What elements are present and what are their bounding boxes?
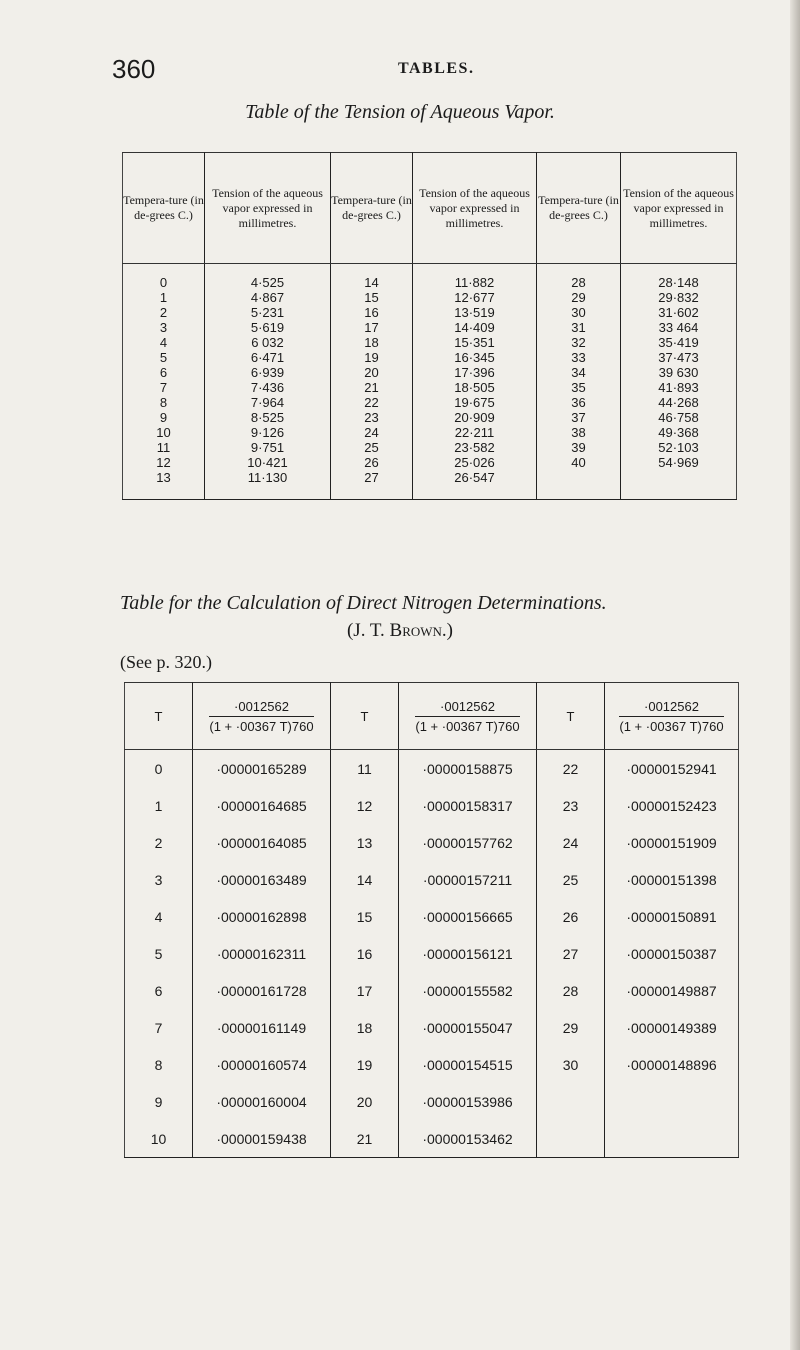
- table-cell: 31·602: [658, 305, 699, 320]
- table2-header-2: T: [331, 683, 399, 750]
- table-cell: ·00000156121: [399, 935, 537, 972]
- table-row: [125, 898, 739, 935]
- table-cell: 24: [331, 425, 413, 440]
- table-cell: ·00000152941: [626, 760, 717, 777]
- table-cell: 24: [537, 824, 605, 861]
- fraction-denominator: (1 + ·00367 T)760: [209, 718, 314, 734]
- table2-header-3: [399, 683, 537, 750]
- table-cell: 5·231: [205, 305, 331, 320]
- page-number: 360: [112, 54, 156, 84]
- table-cell: 7·964: [205, 395, 331, 410]
- table-cell: ·00000162311: [193, 935, 331, 972]
- table-cell: 36: [537, 395, 621, 410]
- table-cell: 13: [123, 470, 205, 500]
- table-cell: ·00000157762: [399, 824, 537, 861]
- table-cell: 30: [537, 305, 621, 320]
- table2-header-0: T: [125, 683, 193, 750]
- table-cell: 7·436: [205, 380, 331, 395]
- table-cell: 5: [125, 935, 193, 972]
- table-cell: 14: [331, 264, 413, 291]
- table-cell: 8: [123, 395, 205, 410]
- table-cell: 28: [537, 264, 621, 291]
- table-row: [123, 305, 737, 320]
- table1-header-5: Tension of the aqueous vapor expressed in millimetres.: [621, 153, 737, 264]
- table-cell: 11: [331, 750, 399, 788]
- table-cell: 6·939: [205, 365, 331, 380]
- table-cell: 1: [125, 787, 193, 824]
- table-cell: 44·268: [658, 395, 699, 410]
- fraction-numerator: ·0012562: [415, 699, 519, 717]
- table-cell: 25: [331, 440, 413, 455]
- table-cell: 0: [125, 750, 193, 788]
- table-cell: 39: [537, 440, 621, 455]
- table1-header-1: Tension of the aqueous vapor expressed in millimetres.: [205, 153, 331, 264]
- fraction-denominator: (1 + ·00367 T)760: [619, 718, 724, 734]
- table-row: [123, 365, 737, 380]
- table-cell: 16·345: [413, 350, 537, 365]
- table-cell: 11·882: [413, 264, 537, 291]
- table-cell: [537, 1083, 605, 1120]
- table-cell: 34: [537, 365, 621, 380]
- table-cell: 1: [123, 290, 205, 305]
- table-cell: 26: [331, 455, 413, 470]
- table-row: [123, 455, 737, 470]
- table-cell: ·00000158317: [399, 787, 537, 824]
- table-cell: 17: [331, 972, 399, 1009]
- table1-header-4: Tempera-ture (in de-grees C.): [537, 153, 621, 264]
- table-cell: 25: [537, 861, 605, 898]
- table-cell: 23: [537, 787, 605, 824]
- table-cell: 11·130: [205, 470, 331, 500]
- table-cell: [537, 1120, 605, 1158]
- table-cell: 28: [537, 972, 605, 1009]
- table-row: [123, 350, 737, 365]
- table-cell: 12: [331, 787, 399, 824]
- table1-header-2: Tempera-ture (in de-grees C.): [331, 153, 413, 264]
- table-cell: 33: [537, 350, 621, 365]
- table-cell: 23·582: [413, 440, 537, 455]
- running-head: TABLES.: [398, 60, 475, 77]
- table-cell: ·00000161149: [193, 1009, 331, 1046]
- table-cell: 22: [331, 395, 413, 410]
- table-cell: 19: [331, 350, 413, 365]
- table-row: [123, 410, 737, 425]
- table-cell: 22: [537, 750, 605, 788]
- table-cell: 54·969: [658, 455, 699, 470]
- table-cell: 14·409: [413, 320, 537, 335]
- table-cell: 6·471: [205, 350, 331, 365]
- table-cell: 22·211: [413, 425, 537, 440]
- table-cell: 18·505: [413, 380, 537, 395]
- table-cell: ·00000160004: [193, 1083, 331, 1120]
- table-row: [125, 972, 739, 1009]
- table-row: [125, 935, 739, 972]
- table-cell: ·00000159438: [193, 1120, 331, 1158]
- fraction-formula: [209, 699, 313, 734]
- fraction-numerator: ·0012562: [209, 699, 313, 717]
- book-spine-edge: [790, 0, 800, 1350]
- table-cell: 5: [123, 350, 205, 365]
- table-cell: ·00000164085: [193, 824, 331, 861]
- table-cell: 46·758: [658, 410, 699, 425]
- table-cell: 9·751: [205, 440, 331, 455]
- table-cell: 8: [125, 1046, 193, 1083]
- table-cell: 2: [123, 305, 205, 320]
- table-cell: 39 630: [658, 365, 699, 380]
- table-cell: 13·519: [413, 305, 537, 320]
- table-cell: ·00000160574: [193, 1046, 331, 1083]
- table-cell: 29: [537, 1009, 605, 1046]
- table-cell: ·00000151909: [626, 834, 717, 851]
- table-row: [125, 1083, 739, 1120]
- table-cell: 3: [123, 320, 205, 335]
- table-cell: ·00000150891: [626, 908, 717, 925]
- table-cell: [605, 1083, 739, 1120]
- table-cell: 52·103: [658, 440, 699, 455]
- table-cell: 17·396: [413, 365, 537, 380]
- table-cell: ·00000153986: [399, 1083, 537, 1120]
- table-cell: 40: [537, 455, 621, 470]
- table-cell: ·00000149389: [626, 1019, 717, 1036]
- table-cell: 4: [123, 335, 205, 350]
- table-cell: 30: [537, 1046, 605, 1083]
- table-cell: 19: [331, 1046, 399, 1083]
- table-row: [123, 264, 737, 291]
- table-cell: 20: [331, 1083, 399, 1120]
- table-cell: 37·473: [658, 350, 699, 365]
- table-cell: ·00000163489: [193, 861, 331, 898]
- table-cell: ·00000155047: [399, 1009, 537, 1046]
- table-cell: 35·419: [658, 335, 699, 350]
- table-cell: 29·832: [658, 290, 699, 305]
- table-cell: 26: [537, 898, 605, 935]
- table-row: [125, 1046, 739, 1083]
- table-cell: ·00000162898: [193, 898, 331, 935]
- table-cell: 4·867: [205, 290, 331, 305]
- table-cell: 15·351: [413, 335, 537, 350]
- table-cell: 4·525: [205, 264, 331, 291]
- table-cell: 9: [123, 410, 205, 425]
- table-cell: 27: [331, 470, 413, 500]
- table-cell: ·00000156665: [399, 898, 537, 935]
- nitrogen-calculation-table: [124, 682, 739, 1158]
- table-row: [123, 335, 737, 350]
- table-row: [123, 380, 737, 395]
- table-cell: 12·677: [413, 290, 537, 305]
- table-cell: ·00000148896: [626, 1056, 717, 1073]
- table1-header-0: Tempera-ture (in de-grees C.): [123, 153, 205, 264]
- table-cell: 31: [537, 320, 621, 335]
- table-cell: 20·909: [413, 410, 537, 425]
- table-cell: ·00000155582: [399, 972, 537, 1009]
- table-cell: 21: [331, 380, 413, 395]
- table-cell: 23: [331, 410, 413, 425]
- table-cell: ·00000157211: [399, 861, 537, 898]
- table-row: [123, 290, 737, 305]
- table-cell: ·00000152423: [626, 797, 717, 814]
- table-cell: 13: [331, 824, 399, 861]
- table-row: [123, 395, 737, 410]
- table-cell: 16: [331, 935, 399, 972]
- table-cell: 35: [537, 380, 621, 395]
- table-cell: [605, 1120, 739, 1158]
- table-cell: 4: [125, 898, 193, 935]
- table-row: [125, 1120, 739, 1158]
- table-cell: 15: [331, 898, 399, 935]
- table-cell: 18: [331, 335, 413, 350]
- table-cell: ·00000161728: [193, 972, 331, 1009]
- table-cell: 38: [537, 425, 621, 440]
- table-cell: 25·026: [413, 455, 537, 470]
- table-cell: ·00000154515: [399, 1046, 537, 1083]
- table-cell: 33 464: [658, 320, 699, 335]
- table-cell: 16: [331, 305, 413, 320]
- table2-header-5: [605, 683, 739, 750]
- table-cell: ·00000149887: [626, 982, 717, 999]
- table-row: [125, 787, 739, 824]
- table2-header-4: T: [537, 683, 605, 750]
- fraction-numerator: ·0012562: [619, 699, 723, 717]
- table-cell: 27: [537, 935, 605, 972]
- table-cell: 19·675: [413, 395, 537, 410]
- table-cell: 8·525: [205, 410, 331, 425]
- table-cell: 14: [331, 861, 399, 898]
- table-row: [123, 440, 737, 455]
- fraction-formula: [415, 699, 519, 734]
- table-cell: 6 032: [205, 335, 331, 350]
- table-cell: 6: [125, 972, 193, 1009]
- fraction-formula: [619, 699, 723, 734]
- table-cell: 10·421: [205, 455, 331, 470]
- table-cell: 2: [125, 824, 193, 861]
- table-row: [125, 1009, 739, 1046]
- table-cell: 21: [331, 1120, 399, 1158]
- table-cell: 10: [123, 425, 205, 440]
- table-cell: 32: [537, 335, 621, 350]
- table-cell: 9·126: [205, 425, 331, 440]
- table-cell: 15: [331, 290, 413, 305]
- table-row: [125, 861, 739, 898]
- table-cell: 26·547: [413, 470, 537, 500]
- table1-title: Table of the Tension of Aqueous Vapor.: [245, 101, 555, 123]
- table2-title: Table for the Calculation of Direct Nitrogen Determinations.: [120, 592, 607, 614]
- table-cell: ·00000158875: [399, 750, 537, 788]
- table-cell: 0: [123, 264, 205, 291]
- table-cell: 29: [537, 290, 621, 305]
- table-cell: 9: [125, 1083, 193, 1120]
- table-cell: 10: [125, 1120, 193, 1158]
- table-row: [123, 320, 737, 335]
- table2-author: (J. T. Brown.): [346, 620, 454, 641]
- table-cell: ·00000165289: [193, 750, 331, 788]
- table-cell: 20: [331, 365, 413, 380]
- table-cell: 12: [123, 455, 205, 470]
- table-cell: 41·893: [658, 380, 699, 395]
- table-row: [123, 470, 737, 500]
- table-cell: 37: [537, 410, 621, 425]
- table-cell: ·00000153462: [399, 1120, 537, 1158]
- table-cell: ·00000164685: [193, 787, 331, 824]
- table-cell: 28·148: [658, 275, 699, 290]
- table-cell: [621, 470, 737, 500]
- aqueous-vapor-tension-table: [122, 152, 737, 500]
- fraction-denominator: (1 + ·00367 T)760: [415, 718, 520, 734]
- table-cell: 7: [123, 380, 205, 395]
- table-cell: 49·368: [658, 425, 699, 440]
- table1-header-3: Tension of the aqueous vapor expressed in millimetres.: [413, 153, 537, 264]
- table-row: [125, 750, 739, 788]
- table-cell: 7: [125, 1009, 193, 1046]
- table-cell: 6: [123, 365, 205, 380]
- table2-header-1: [193, 683, 331, 750]
- page-reference: (See p. 320.): [120, 652, 212, 672]
- table-cell: ·00000151398: [626, 871, 717, 888]
- table-cell: 11: [123, 440, 205, 455]
- table-cell: [537, 470, 621, 500]
- table-cell: 3: [125, 861, 193, 898]
- table-cell: 17: [331, 320, 413, 335]
- table-cell: 5·619: [205, 320, 331, 335]
- table-row: [125, 824, 739, 861]
- table-cell: 18: [331, 1009, 399, 1046]
- table-cell: ·00000150387: [626, 945, 717, 962]
- table-row: [123, 425, 737, 440]
